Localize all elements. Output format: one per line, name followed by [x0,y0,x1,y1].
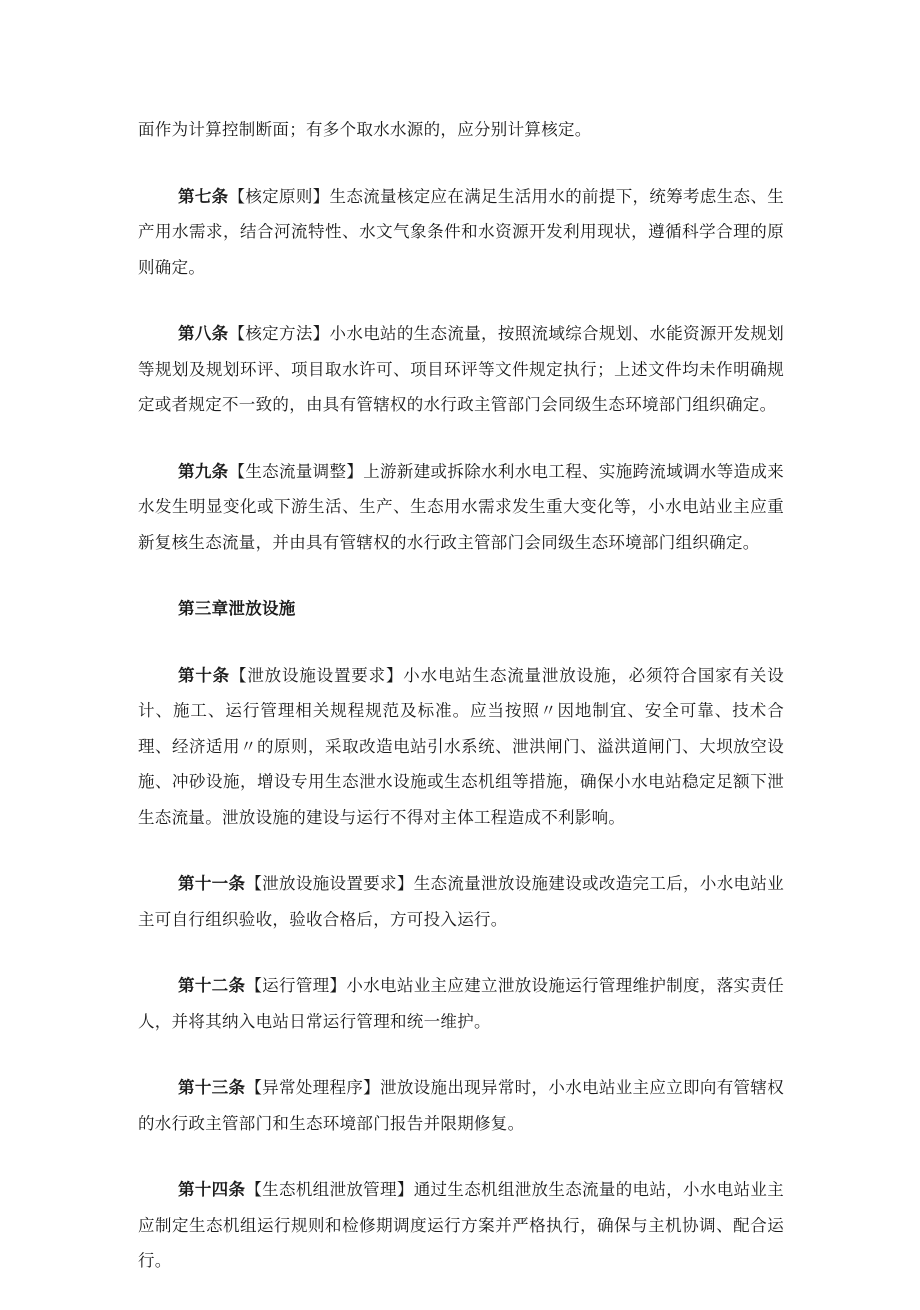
article-number: 第十四条 [178,1180,246,1199]
article-number: 第十二条 [178,976,246,995]
article-title: 【核定方法】 [228,324,330,343]
article-title: 【泄放设施设置要求】 [245,874,414,893]
opening-paragraph: 面作为计算控制断面；有多个取水水源的，应分别计算核定。 [138,120,592,139]
article-number: 第八条 [178,324,229,343]
article-title: 【核定原则】 [228,186,330,206]
article-title: 【泄放设施设置要求】 [230,665,404,685]
article-title: 【运行管理】 [245,976,347,995]
article-12 [138,968,784,1039]
article-body: 小水电站的生态流量，按照流域综合规划、水能资源开发规划等规划及规划环评、项目取水许可、项目环评等文件规定执行；上述文件均未作明确规定或者规定不一致的，由具有管辖权的水行政主管部门会同级生态环境部门组织确定。 [138,324,785,414]
article-title: 【异常处理程序】 [245,1078,381,1097]
article-body: 生态流量泄放设施建设或改造完工后，小水电站业主可自行组织验收，验收合格后，方可投入运行。 [138,874,784,929]
article-body: 小水电站业主应建立泄放设施运行管理维护制度，落实责任人，并将其纳入电站日常运行管理和统一维护。 [138,976,784,1031]
article-body: 小水电站生态流量泄放设施，必须符合国家有关设计、施工、运行管理相关规程规范及标准。应当按照〃因地制宜、安全可靠、技术合理、经济适用〃的原则，采取改造电站引水系统、泄洪闸门、溢洪道闸门、大坝放空设施、冲砂设施，增设专用生态泄水设施或生态机组等措施，确保小水电站稳定足额下泄生态流量。泄放设施的建设与运行不得对主体工程造成不利影响。 [138,665,785,827]
chapter-heading: 第三章泄放设施 [178,599,296,618]
article-title: 【生态机组泄放管理】 [245,1180,414,1199]
article-number: 第七条 [178,186,229,206]
article-body: 生态流量核定应在满足生活用水的前提下，统筹考虑生态、生产用水需求，结合河流特性、水文气象条件和水资源开发利用现状，遵循科学合理的原则确定。 [138,186,785,277]
document-page [138,112,784,1310]
article-number: 第九条 [178,461,229,481]
article-number: 第十条 [178,665,230,685]
article-9 [138,454,784,561]
article-number: 第十三条 [178,1078,246,1097]
article-10 [138,658,784,836]
article-14 [138,1172,784,1279]
article-13 [138,1070,784,1141]
article-8 [138,316,784,423]
article-body: 上游新建或拆除水利水电工程、实施跨流域调水等造成来水发生明显变化或下游生活、生产、生态用水需求发生重大变化等，小水电站业主应重新复核生态流量，并由具有管辖权的水行政主管部门会同级生态环境部门组织确定。 [138,461,785,552]
article-body: 泄放设施出现异常时，小水电站业主应立即向有管辖权的水行政主管部门和生态环境部门报告并限期修复。 [138,1078,784,1133]
article-7 [138,179,784,286]
article-number: 第十一条 [178,874,246,893]
article-title: 【生态流量调整】 [228,461,364,481]
article-body: 通过生态机组泄放生态流量的电站，小水电站业主应制定生态机组运行规则和检修期调度运行方案并严格执行，确保与主机协调、配合运行。 [138,1180,784,1270]
article-11 [138,866,784,937]
